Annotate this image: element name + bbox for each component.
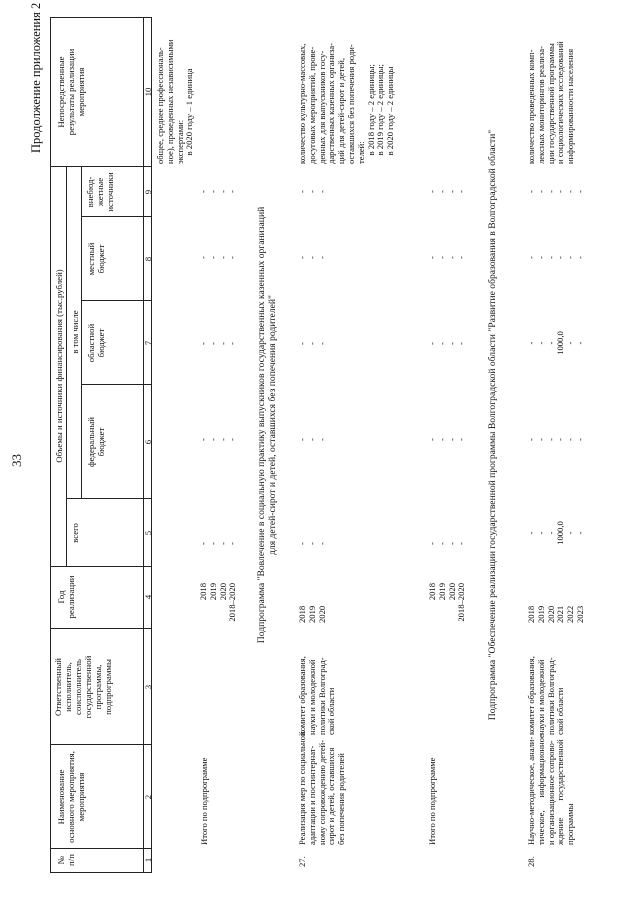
appendix-caption: Продолжение приложения 2: [29, 2, 43, 153]
colnum-2: 2: [143, 794, 153, 800]
header-name: Наименование основного мероприятия, мероприятия: [56, 751, 86, 843]
col-border-5: [66, 498, 151, 499]
subprogram-1-title: Подпрограмма "Вовлечение в социальную практику выпускников государственных казенных организаций для детей-сирот и детей, оставшихся без попечения родителей": [256, 206, 278, 644]
subtotal-total-2: - - - -: [427, 542, 467, 545]
subtotal-total-1: - - - -: [198, 542, 238, 545]
col-border-3: [50, 628, 151, 629]
colnum-6: 6: [143, 439, 153, 445]
colnum-3: 3: [143, 684, 153, 690]
subtotal-result-1: общее, среднее профессиональ- ное), проведенных независимыми экспертами: в 2020 году – 1 единица: [155, 39, 195, 164]
row27-total: - - -: [297, 542, 327, 545]
subtotal-local-2: - - - -: [427, 256, 467, 259]
col-border-9: [50, 166, 151, 167]
header-result: Непосредственные результаты реализации мероприятия: [56, 48, 86, 136]
row27-offbudget: - - -: [297, 190, 327, 193]
header-number: № п/п: [56, 854, 76, 866]
row27-executor: комитет образования, науки и молодежной политики Волгоград- ской области: [297, 656, 337, 735]
subtotal-federal-1: - - - -: [198, 438, 238, 441]
row28-number: 28.: [526, 856, 536, 867]
row28-regional: - - - 1000,0 - -: [526, 331, 585, 355]
colnum-9: 9: [143, 189, 153, 195]
col-border-7: [81, 300, 151, 301]
subtotal-label-2: Итого по подпрограмме: [427, 757, 437, 845]
row27-result: количество культурно-массовых, досуговых мероприятий, прове- денных для выпускников госу- дарственных казенных организа- ций для детей-сирот и детей, оставшихся без попечения роди- телей: в 2018 году – 2 единицы; в 2019 году – 2 единицы; в 2020 году – 2 единицы: [297, 43, 396, 164]
col-border-0: [50, 872, 151, 873]
subtotal-regional-1: - - - -: [198, 342, 238, 345]
header-executor: Ответственный исполнитель, соисполнитель государственной программы, подпрограммы: [53, 655, 113, 719]
header-federal: федеральный бюджет: [86, 417, 106, 467]
header-funding: Объемы и источники финансирования (тыс.рублей): [54, 269, 64, 463]
header-offbudget: внебюд- жетные источники: [85, 172, 115, 212]
col-border-6: [81, 384, 151, 385]
subtotal-years-2: 2018 2019 2020 2018–2020: [427, 583, 467, 622]
row28-federal: - - - - - -: [526, 438, 585, 441]
row27-number: 27.: [297, 856, 307, 867]
colnum-5: 5: [143, 530, 153, 536]
row27-federal: - - -: [297, 438, 327, 441]
subtotal-offbudget-2: - - - -: [427, 190, 467, 193]
header-including: в том числе: [70, 310, 80, 354]
col-border-8: [81, 216, 151, 217]
colnum-4: 4: [143, 594, 153, 600]
subtotal-local-1: - - - -: [198, 256, 238, 259]
row27-local: - - -: [297, 256, 327, 259]
row28-executor: комитет образования, науки и молодежной политики Волгоград- ской области: [526, 656, 566, 735]
subtotal-federal-2: - - - -: [427, 438, 467, 441]
subprogram-2-title: Подпрограмма "Обеспечение реализации государственной программы Волгоградской области "Развитие образования в Волгоградской области": [487, 129, 498, 721]
row28-name: Научно-методическое, анали- тическое, информационное и организационное сопрово- ждение государственной программы: [526, 734, 576, 845]
header-total: всего: [70, 523, 80, 543]
colnum-8: 8: [143, 256, 153, 262]
col-border-2: [50, 744, 151, 745]
col-border-10: [50, 17, 151, 18]
colnum-10: 10: [143, 87, 153, 97]
header-local: местный бюджет: [86, 242, 106, 276]
subtotal-years-1: 2018 2019 2020 2018–2020: [198, 583, 238, 622]
row27-regional: - - -: [297, 342, 327, 345]
header-year: Год реализации: [56, 575, 76, 619]
subtotal-offbudget-1: - - - -: [198, 190, 238, 193]
row28-result: количество проведенных комп- лексных мониторингов реализа- ции государственной программы и социологических исследований информированности населения: [526, 41, 576, 164]
row27-name: Реализация мер по социальной адаптации и постинтернат- ному сопровождению детей- сирот и детей, оставшихся без попечения родителей: [297, 731, 347, 845]
subtotal-label-1: Итого по подпрограмме: [199, 757, 209, 845]
colnum-1: 1: [143, 857, 153, 863]
header-regional: областной бюджет: [86, 323, 106, 363]
row28-local: - - - - - -: [526, 256, 585, 259]
row27-years: 2018 2019 2020: [297, 605, 327, 623]
row28-years: 2018 2019 2020 2021 2022 2023: [526, 605, 585, 623]
funding-header-divider: [66, 167, 67, 567]
colnum-7: 7: [143, 340, 153, 346]
row28-total: - - - 1000,0 - -: [526, 521, 585, 545]
page-number: 33: [9, 454, 24, 467]
subtotal-regional-2: - - - -: [427, 342, 467, 345]
row28-offbudget: - - - - - -: [526, 190, 585, 193]
